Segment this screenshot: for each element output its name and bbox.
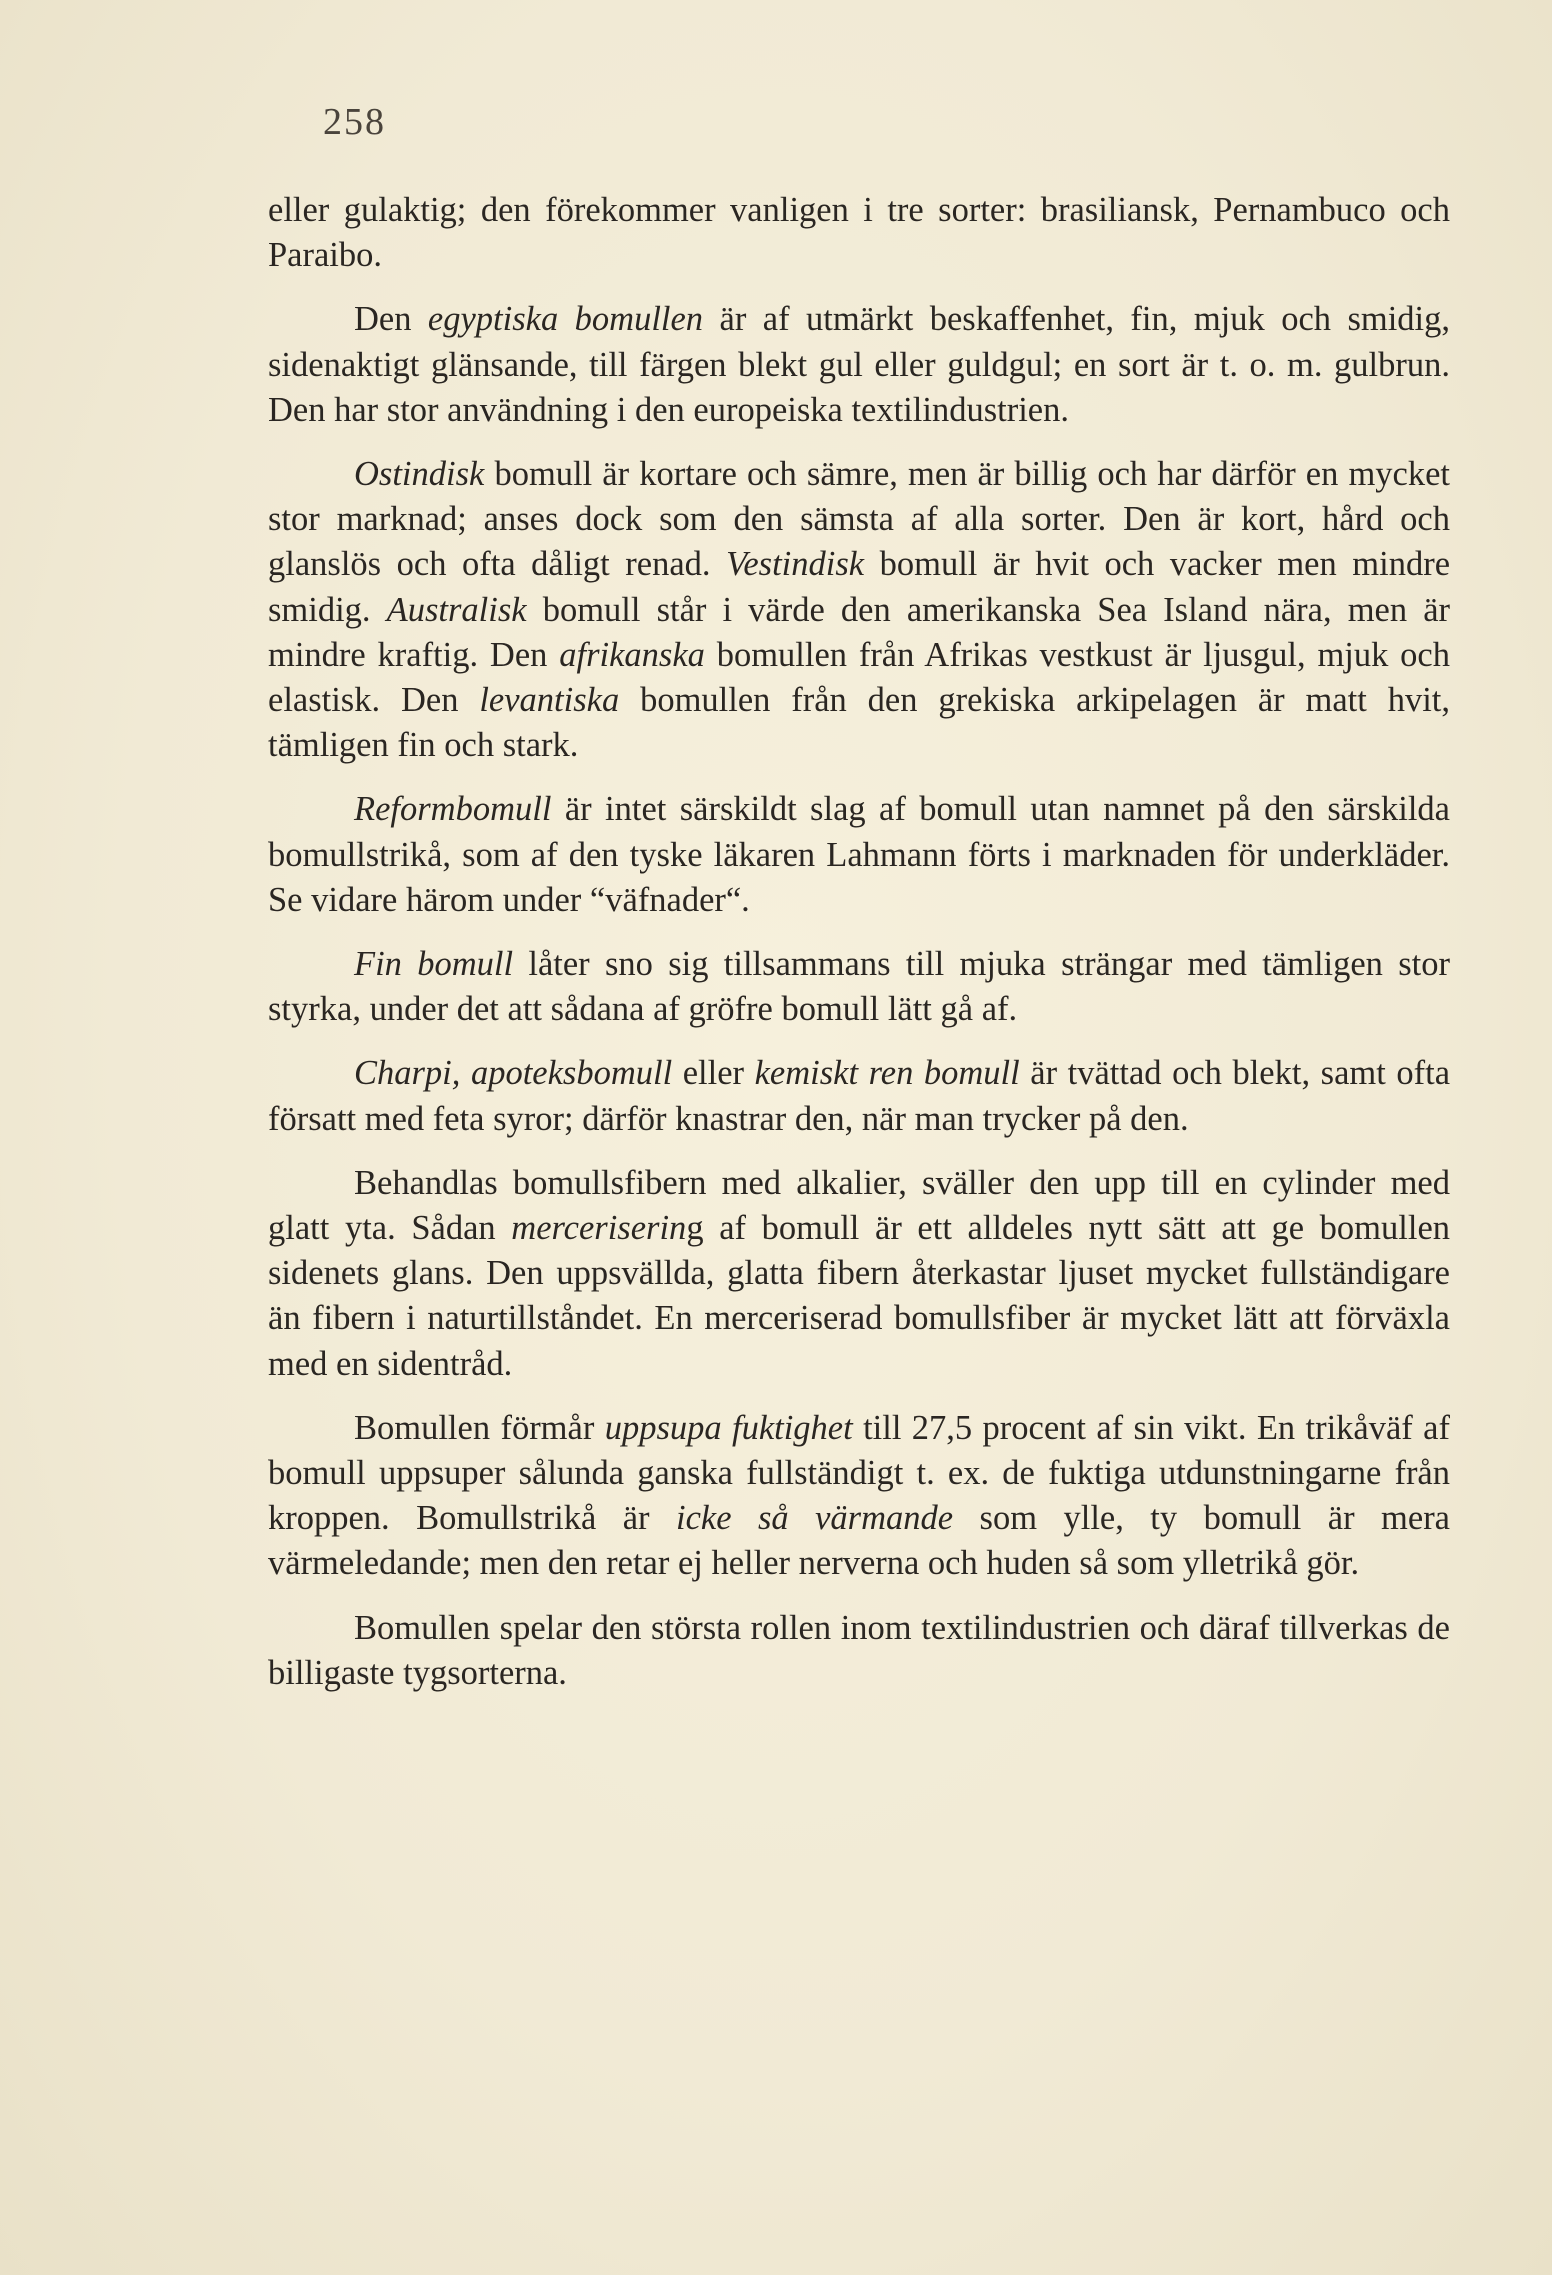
italic-term: Ostindisk: [354, 455, 485, 494]
paragraph: [268, 1051, 1450, 1141]
paragraph: [268, 452, 1450, 768]
paragraph: [268, 1161, 1450, 1387]
text-run: är af utmärkt beskaffenhet, fin, mjuk och smidig, sidenaktigt glänsande, till färgen blekt gul eller guldgul; en sort är t. o. m. gulbrun. Den har stor användning i den europeiska textilindustrien.: [268, 300, 1451, 429]
italic-term: merceriserin: [511, 1209, 687, 1248]
paragraph: [268, 297, 1450, 433]
text-run: som ylle, ty bomull är mera värmeledande; men den retar ej heller nerverna och huden så som ylletrikå gör.: [268, 1499, 1450, 1583]
text-run: g: [686, 1209, 704, 1248]
italic-term: kemiskt ren bomull: [754, 1054, 1020, 1093]
italic-term: Reformbomull: [354, 790, 552, 829]
text-run: bomull står i värde den amerikanska Sea Island nära, men är mindre kraftig. Den: [268, 590, 1450, 674]
text-run: bomull är kortare och sämre, men är billig och har därför en mycket stor marknad; anses dock som den sämsta af alla sorter. Den är kort, hård och glanslös och ofta dåligt renad.: [268, 455, 1450, 584]
paragraph: [268, 188, 1450, 278]
paragraph: [268, 1606, 1450, 1696]
text-run: låter sno sig tillsammans till mjuka strängar med tämligen stor styrka, under det att sådana af gröfre bomull lätt gå af.: [268, 945, 1450, 1029]
page-number: 258: [323, 101, 386, 143]
paragraph: [268, 942, 1450, 1032]
paragraph: [268, 1406, 1450, 1587]
italic-term: Charpi, apoteksbomull: [354, 1054, 673, 1093]
body-text: [268, 188, 1450, 1715]
italic-term: Australisk: [386, 590, 527, 629]
italic-term: afrikanska: [559, 635, 705, 674]
text-run: Bomullen förmår: [354, 1408, 605, 1447]
italic-term: uppsupa fuktighet: [604, 1408, 853, 1447]
text-run: bomullen från den grekiska arkipelagen är matt hvit, tämligen fin och stark.: [268, 681, 1451, 765]
text-run: Bomullen spelar den största rollen inom textilindustrien och däraf tillverkas de billigaste tygsorterna.: [268, 1608, 1450, 1692]
text-run: Behandlas bomullsfibern med alkalier, sväller den upp till en cylinder med glatt yta. Sådan: [268, 1163, 1450, 1248]
italic-term: Vestindisk: [726, 545, 865, 584]
italic-term: levantiska: [479, 681, 620, 720]
italic-term: Fin bomull: [354, 945, 514, 984]
paragraph: [268, 787, 1450, 923]
text-run: bomull är hvit och vacker men mindre smidig.: [268, 545, 1451, 629]
text-run: af bomull är ett alldeles nytt sätt att ge bomullen sidenets glans. Den uppsvällda, glatta fibern återkastar ljuset mycket fullständigare än fibern i naturtillståndet. En merceriserad bomullsfiber är mycket lätt att förväxla med en sidentråd.: [268, 1209, 1451, 1383]
italic-term: egyptiska bomullen: [427, 300, 704, 339]
text-run: är intet särskildt slag af bomull utan namnet på den särskilda bomullstrikå, som af den tyske läkaren Lahmann förts i marknaden för underkläder. Se vidare härom under “väfnader“.: [268, 790, 1450, 919]
text-run: Den: [354, 300, 428, 339]
text-run: eller gulaktig; den förekommer vanligen i tre sorter: brasiliansk, Pernambuco och Paraibo.: [268, 191, 1450, 275]
text-run: är tvättad och blekt, samt ofta försatt med feta syror; därför knastrar den, när man trycker på den.: [268, 1054, 1451, 1138]
text-run: till 27,5 procent af sin vikt. En trikåväf af bomull uppsuper sålunda ganska fullständigt t. ex. de fuktiga utdunstningarne från kroppen. Bomullstrikå är: [268, 1408, 1450, 1538]
text-run: bomullen från Afrikas vestkust är ljusgul, mjuk och elastisk. Den: [268, 635, 1450, 720]
text-run: eller: [672, 1054, 755, 1093]
italic-term: icke så värmande: [676, 1499, 954, 1538]
